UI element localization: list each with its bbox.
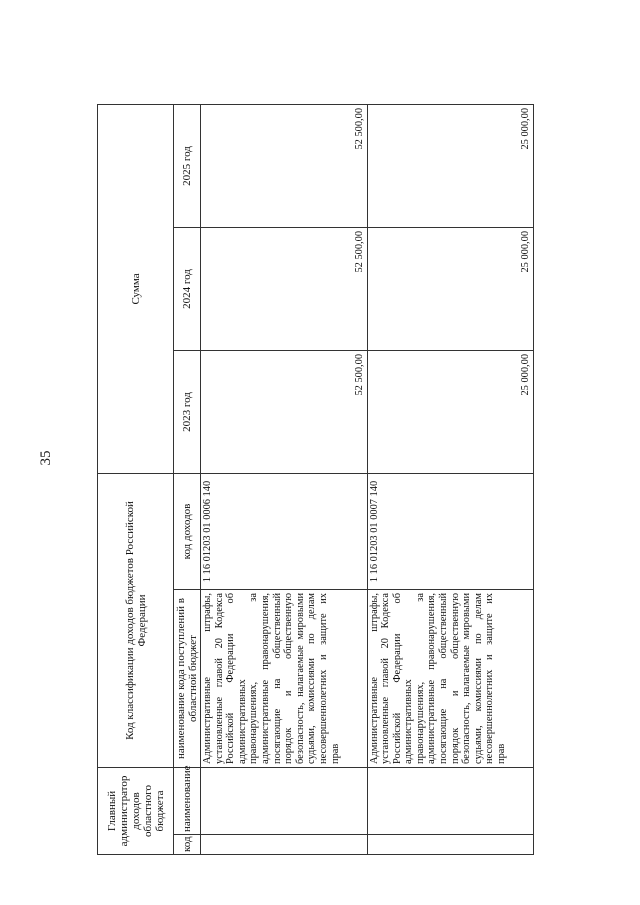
row-code-cell	[367, 835, 534, 855]
revenue-table	[97, 104, 534, 855]
income-name-line: Административные штрафы,	[202, 592, 213, 764]
table-row	[201, 104, 368, 854]
row-sum-2025: 25 000,00	[367, 104, 534, 227]
header-classification-group: Код классификации доходов бюджетов Российской Федерации	[98, 473, 174, 767]
header-sum-group: Сумма	[98, 104, 174, 473]
row-sum-2025: 52 500,00	[201, 104, 368, 227]
header-admin-group: Главный администратор доходов областного бюджета	[98, 767, 174, 854]
income-name-line: прав	[329, 743, 341, 764]
income-name-line: безопасность, налагаемые мировыми	[294, 592, 306, 764]
income-name-line: судьями, комиссиями по делам	[306, 592, 318, 764]
row-sum-2024: 25 000,00	[367, 227, 534, 350]
page-number: 35	[38, 450, 54, 466]
income-name-line: порядок и общественную	[283, 592, 295, 764]
row-income-code-cell: 1 16 01203 01 0007 140	[367, 473, 534, 589]
table-row	[367, 104, 534, 854]
income-name-line: безопасность, налагаемые мировыми	[461, 592, 473, 764]
income-name-line: Административные штрафы,	[368, 592, 380, 764]
row-sum-2024: 52 500,00	[201, 227, 368, 350]
row-income-code-cell: 1 16 01203 01 0006 140	[201, 473, 368, 589]
income-name-line: Российской Федерации об	[391, 592, 403, 764]
header-col-income-name: наименование кода поступлений в областной бюджет	[174, 589, 201, 767]
row-income-name-cell	[201, 589, 368, 767]
row-income-name-cell	[367, 589, 534, 767]
row-name-cell	[367, 767, 534, 834]
header-col-code: код	[174, 835, 201, 855]
header-col-2024: 2024 год	[174, 227, 201, 350]
income-name-line: несовершеннолетних и защите их	[484, 592, 496, 764]
income-name-line: посягающие на общественный	[438, 592, 450, 764]
row-sum-2023: 25 000,00	[367, 350, 534, 473]
income-name-line: административных	[403, 679, 415, 764]
income-name-line: Российской Федерации об	[225, 592, 237, 764]
row-name-cell	[201, 767, 368, 834]
income-name-line: административные правонарушения,	[426, 592, 438, 764]
revenue-table-container	[97, 105, 534, 855]
row-sum-2023: 52 500,00	[201, 350, 368, 473]
income-name-line: посягающие на общественный	[271, 592, 283, 764]
income-name-line: установленные главой 20 Кодекса	[380, 592, 392, 764]
row-code-cell	[201, 835, 368, 855]
income-name-line: судьями, комиссиями по делам	[472, 592, 484, 764]
income-name-line: административных	[236, 679, 248, 764]
income-name-line: административные правонарушения,	[259, 592, 271, 764]
header-col-2025: 2025 год	[174, 104, 201, 227]
income-name-line: правонарушениях, за	[414, 592, 426, 764]
header-col-2023: 2023 год	[174, 350, 201, 473]
income-name-line: прав	[496, 743, 508, 764]
header-col-income-code: код доходов	[174, 473, 201, 589]
income-name-line: правонарушениях, за	[248, 592, 260, 764]
income-name-line: несовершеннолетних и защите их	[317, 592, 329, 764]
income-name-line: установленные главой 20 Кодекса	[213, 592, 225, 764]
income-name-line: порядок и общественную	[449, 592, 461, 764]
header-col-name: наименование	[174, 767, 201, 834]
